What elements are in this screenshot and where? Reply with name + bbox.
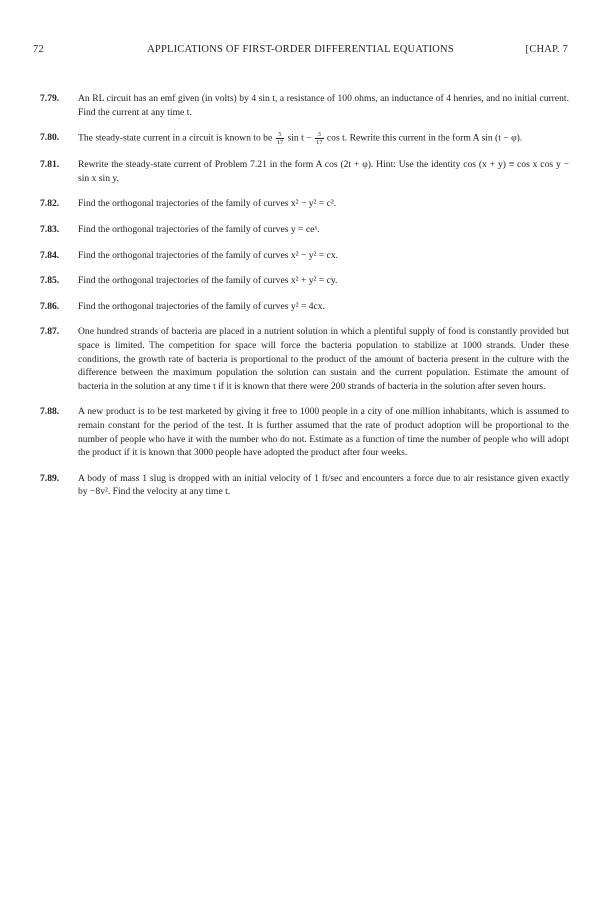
problem-number: 7.89. [40,472,60,484]
running-title: APPLICATIONS OF FIRST-ORDER DIFFERENTIAL EQUATIONS [147,44,454,55]
problem-7-87 [40,325,569,393]
problem-number: 7.83. [40,223,60,235]
fraction-numerator: 5 [276,131,285,139]
problem-text: Find the orthogonal trajectories of the family of curves x² + y² = cy. [78,275,338,287]
problem-number: 7.85. [40,275,60,287]
fraction [276,131,285,146]
problem-7-86 [40,300,569,314]
problem-text-part: The steady-state current in a circuit is known to be [78,132,273,144]
problem-text [78,131,569,146]
problem-text-part: sin t − [287,132,312,144]
fraction-numerator: 3 [315,131,324,139]
problem-number: 7.79. [40,93,60,104]
problem-number: 7.87. [40,326,60,338]
problem-number: 7.80. [40,132,60,144]
problem-text: A body of mass 1 slug is dropped with an initial velocity of 1 ft/sec and encounters a force due to air resistance given exactly by −8v². Find the velocity at any time t. [78,472,569,498]
problem-text: Find the orthogonal trajectories of the family of curves x² − y² = cx. [78,249,339,261]
problem-7-88 [40,405,569,459]
running-header [33,44,568,58]
problem-7-81 [40,158,569,185]
problem-text: Rewrite the steady-state current of Problem 7.21 in the form A cos (2t + φ). Hint: Use the identity cos (x + y) ≡ cos x cos y − sin x sin y. [78,159,569,184]
problem-text: Find the orthogonal trajectories of the family of curves y² = 4cx. [78,300,325,312]
problem-text: Find the orthogonal trajectories of the family of curves x² − y² = c². [78,198,337,210]
fraction [315,131,324,146]
problem-number: 7.88. [40,406,60,418]
problem-7-84 [40,249,569,263]
problem-7-83 [40,223,569,237]
problem-7-85 [40,274,569,288]
problem-list [40,92,569,511]
problem-7-89 [40,472,569,499]
page-number: 72 [33,44,44,55]
problem-number: 7.86. [40,300,60,312]
problem-7-82 [40,197,569,211]
problem-text: A new product is to be test marketed by giving it free to 1000 people in a city of one million inhabitants, which is assumed to remain constant for the period of the test. It is further assumed that the rate of product adoption will be proportional to the number of people who have it with the number who do not. Estimate as a function of time the number of people who will adopt the product if it is known that 3000 people have adopted the product after four weeks. [78,406,569,459]
problem-7-79 [40,92,569,119]
problem-text: Find the orthogonal trajectories of the family of curves y = ceˣ. [78,223,320,235]
fraction-denominator: 17 [316,139,323,147]
problem-text: One hundred strands of bacteria are placed in a nutrient solution in which a plentiful supply of food is constantly provided but space is limited. The competition for space will force the bacteria population to stabilize at 1000 strands. Under these conditions, the growth rate of bacteria is proportional to the product of the amount of bacteria present in the culture with the difference between the maximum population the solution can sustain and the current population. Estimate the amount of bacteria in the solution at any time t if it is known that there were 200 strands of bacteria in the solution after seven hours. [78,326,569,392]
problem-number: 7.84. [40,249,60,261]
problem-7-80 [40,131,569,146]
problem-text-part: cos t. Rewrite this current in the form A sin (t − φ). [326,132,523,144]
chapter-label: [CHAP. 7 [525,44,568,55]
problem-number: 7.81. [40,159,60,171]
fraction-denominator: 17 [276,139,284,147]
problem-text: An RL circuit has an emf given (in volts) by 4 sin t, a resistance of 100 ohms, an inductance of 4 henries, and no initial current. Find the current at any time t. [78,93,569,118]
problem-number: 7.82. [40,198,60,210]
